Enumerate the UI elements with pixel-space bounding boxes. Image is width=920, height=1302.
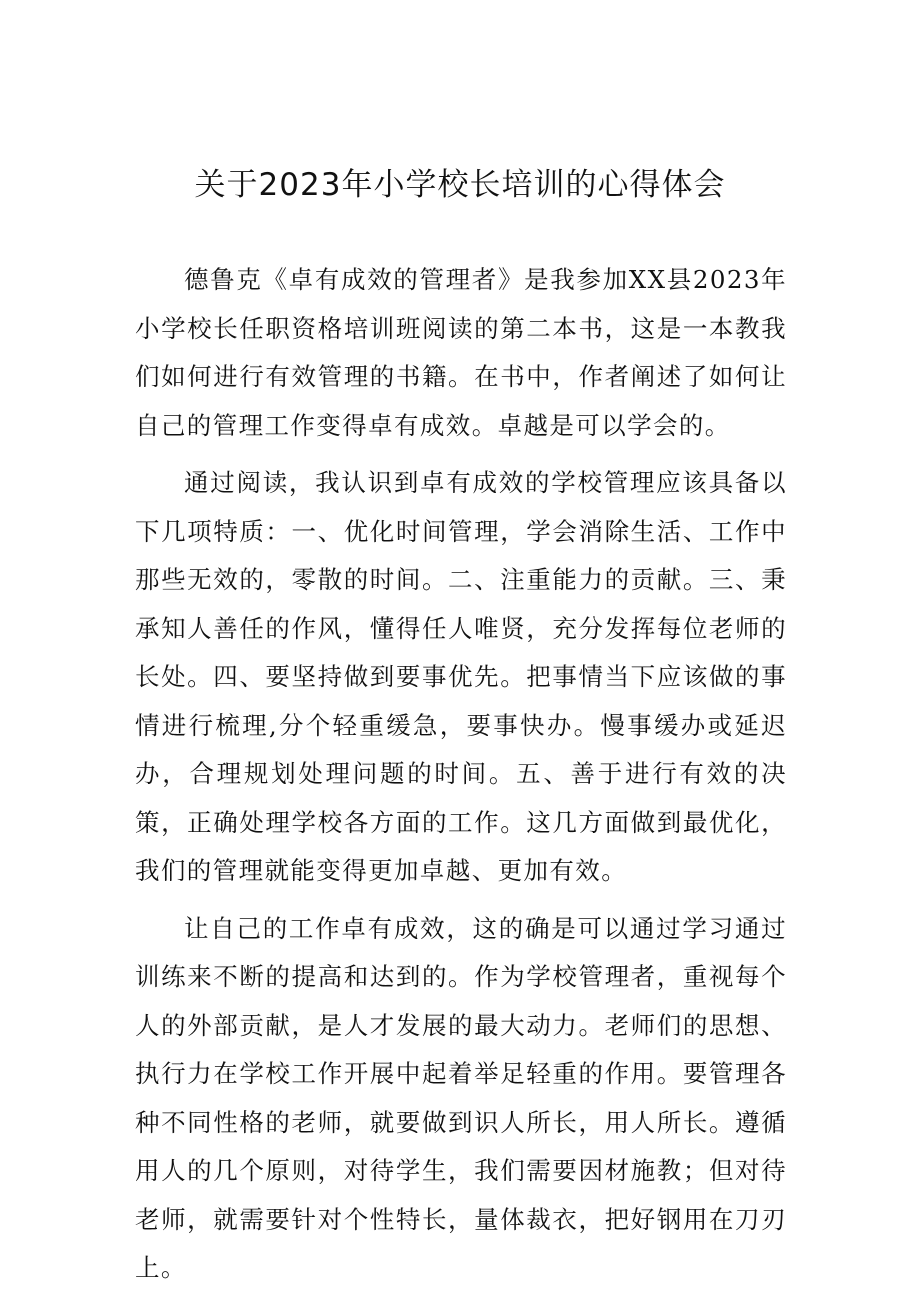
- paragraph-3: 让自己的工作卓有成效，这的确是可以通过学习通过训练来不断的提高和达到的。作为学校管理者，重视每个人的外部贡献，是人才发展的最大动力。老师们的思想、执行力在学校工作开展中起着举足轻重的作用。要管理各种不同性格的老师，就要做到识人所长，用人所长。遵循用人的几个原则，对待学生，我们需要因材施教；但对待老师，就需要针对个性特长，量体裁衣，把好钢用在刀刃上。: [135, 913, 787, 1282]
- paragraph-2: 通过阅读，我认识到卓有成效的学校管理应该具备以下几项特质：一、优化时间管理，学会消除生活、工作中那些无效的，零散的时间。二、注重能力的贡献。三、秉承知人善任的作风，懂得任人唯贤，充分发挥每位老师的长处。四、要坚持做到要事优先。把事情当下应该做的事情进行梳理,分个轻重缓急，要事快办。慢事缓办或延迟办，合理规划处理问题的时间。五、善于进行有效的决策，正确处理学校各方面的工作。这几方面做到最优化，我们的管理就能变得更加卓越、更加有效。: [135, 468, 787, 885]
- document-title: 关于2023年小学校长培训的心得体会: [194, 167, 726, 203]
- document-body: [135, 256, 787, 1302]
- paragraph-1: 德鲁克《卓有成效的管理者》是我参加XX县2023年小学校长任职资格培训班阅读的第二本书，这是一本教我们如何进行有效管理的书籍。在书中，作者阐述了如何让自己的管理工作变得卓有成效。卓越是可以学会的。: [135, 265, 787, 440]
